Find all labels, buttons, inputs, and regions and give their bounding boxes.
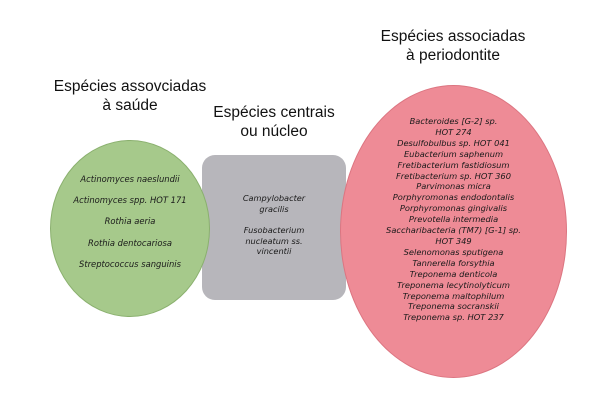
health-title-line2: à saúde (102, 97, 158, 114)
core-species-line: Fusobacterium (243, 225, 305, 235)
core-species-line: Campylobacter (242, 193, 306, 203)
perio-species-line: Porphyromonas gingivalis (399, 203, 508, 214)
perio-species-line: Treponema denticola (409, 268, 498, 279)
perio-species-line: Treponema maltophilum (402, 290, 505, 301)
core-title-line2: ou núcleo (240, 123, 308, 140)
health-species-item: Actinomyces spp. HOT 171 (73, 195, 187, 206)
core-species-item (202, 225, 346, 257)
perio-title-line2: à periodontite (406, 47, 500, 64)
perio-species-line: Saccharibacteria (TM7) [G-1] sp. (386, 225, 521, 236)
perio-species-line: Treponema sp. HOT 237 (403, 312, 504, 323)
perio-species-line: Porphyromonas endodontalis (392, 192, 515, 203)
health-species-item: Actinomyces naeslundii (80, 174, 180, 184)
perio-species-line: Selenomonas sputigena (403, 246, 504, 257)
health-title-line1: Espécies assovciadas (53, 78, 207, 95)
perio-species-line: Fretibacterium sp. HOT 360 (396, 170, 511, 181)
perio-species-line: HOT 274 (435, 126, 472, 137)
core-title-line1: Espécies centrais (213, 104, 335, 121)
core-species-line: nucleatum ss. (245, 235, 303, 246)
core-species-line: vincentii (256, 246, 292, 256)
perio-species-line: Fretibacterium fastidiosum (397, 159, 510, 170)
perio-title (363, 27, 543, 65)
health-species-list (50, 174, 210, 280)
perio-species-line: Parvimonas micra (416, 181, 491, 192)
perio-species-line: Prevotella intermedia (408, 214, 499, 225)
health-species-item: Rothia aeria (104, 216, 156, 227)
perio-species-line: Eubacterium saphenum (403, 148, 504, 159)
perio-species-line: HOT 349 (435, 235, 472, 246)
health-species-item: Streptococcus sanguinis (79, 258, 181, 269)
core-species-list (202, 193, 346, 268)
perio-species-line: Treponema socranskii (408, 301, 499, 312)
perio-species-line: Tannerella forsythia (412, 257, 495, 268)
perio-species-line: Bacteroides [G-2] sp. (409, 116, 498, 126)
core-title (184, 103, 364, 141)
perio-title-line1: Espécies associadas (380, 28, 526, 45)
perio-species-line: Treponema lecytinolyticum (397, 279, 510, 290)
perio-species-line: Desulfobulbus sp. HOT 041 (397, 137, 510, 148)
health-species-item: Rothia dentocariosa (88, 237, 172, 248)
perio-species-list (340, 116, 567, 323)
core-species-item (202, 193, 346, 214)
core-species-line: gracilis (259, 203, 289, 214)
